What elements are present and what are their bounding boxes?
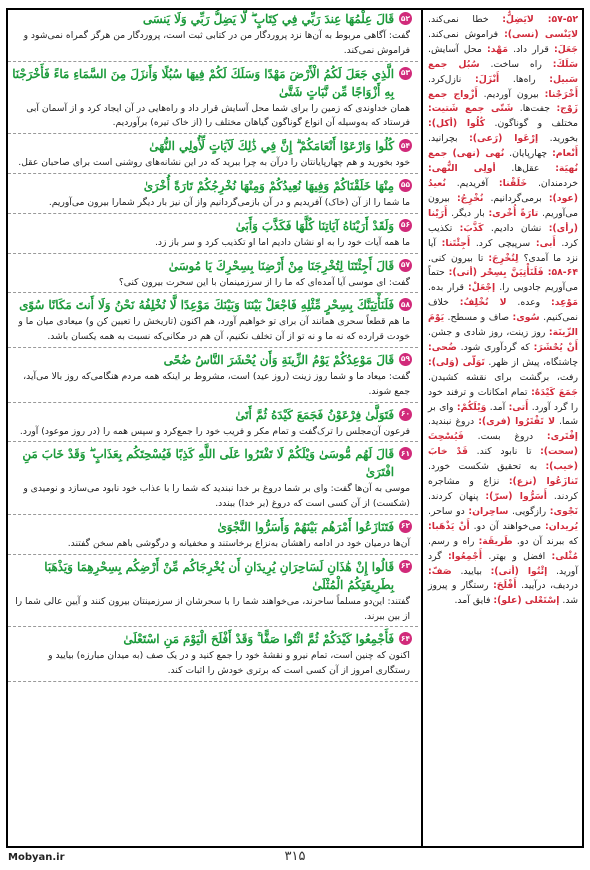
glossary-term: خَلَقْنا: (498, 177, 528, 189)
glossary-term: أَنْعام: (552, 148, 579, 160)
glossary-entry (428, 416, 555, 427)
glossary-definition: تمام امکانات و ترفند خود را گرد آورد. (428, 386, 578, 413)
verse-number-badge: ۵۳ (399, 67, 412, 80)
glossary-definition: برمی‌گردانیم. (483, 192, 549, 204)
glossary-definition: که گردآوری شود. (456, 341, 534, 353)
verse-translation: ما هم قطعاً سحری همانند آن برای تو خواهیم آورد، هم اکنون (تاریخش را تعیین کن و) میعادی میان ما و خودت قرارده که نه ما و نه تو از آن تخلف نکنیم، آن هم در مکانی‌که نسبت به همه یکسان باشد. (8, 314, 418, 348)
verse-translation: ما شما را از آن (خاک) آفریدیم و در آن بازمی‌گردانیم واز آن نیز بار دیگر شمارا بیرون می‌آوریم. (8, 195, 418, 214)
glossary-entry (428, 29, 578, 40)
glossary-definition: بار دیگر. (447, 207, 489, 219)
glossary-entry (428, 282, 495, 293)
glossary-term: ساحِران: (468, 505, 509, 517)
glossary-definition: محل آسایش. (428, 43, 487, 55)
glossary-entry (428, 74, 499, 85)
verse-arabic-text: قَالُوا إِنْ هَٰذَانِ لَسَاحِرَانِ يُرِيدَانِ أَن يُخْرِجَاكُم مِّنْ أَرْضِكُم بِسِحْرِهِمَا وَيَذْهَبَا بِطَرِيقَتِكُمُ الْمُثْلَىٰ (44, 559, 394, 592)
glossary-definition: دردیف، درآیید. (516, 580, 578, 592)
page-number: ۳۱۵ (284, 849, 306, 864)
verse-arabic (8, 630, 418, 648)
verse-number-badge: ۵۴ (399, 139, 412, 152)
glossary-definition: چاشتگاه، پیش از ظهر. (484, 356, 578, 368)
glossary-definition: مختلف و گوناگون. (485, 118, 578, 130)
verse-translation: همان خداوندی که زمین را برای شما محل آسایش قرار داد و راه‌هایی در آن ایجاد کرد و از آسمان آبی فرستاد که به‌وسیله آن انواع گوناگون گیاهان مختلف را (از خاک تیره) برآوردیم. (8, 101, 418, 135)
glossary-term: یُریدان: (545, 520, 578, 532)
glossary-term: نُعیدُ (عود): (428, 177, 579, 204)
site-watermark: Mobyan.ir (8, 852, 65, 863)
glossary-definition: فایق آمد. (454, 595, 494, 607)
glossary-header: ۵۷-۵۲: (533, 14, 578, 25)
verse-arabic (8, 445, 418, 481)
verse-arabic (8, 10, 418, 28)
glossary-term: لایَنْسی (نسی): (504, 28, 578, 40)
glossary-entry (470, 521, 578, 532)
glossary-term: جَعَلَ: (554, 43, 578, 55)
glossary (423, 10, 584, 609)
glossary-term: یَوْمَ الزّینَة: (428, 312, 578, 339)
verse-translation: اکنون که چنین است، تمام نیرو و نقشهٔ خود را جمع کنید و در یک صف (به میدان مبارزه) بیایید و رستگاری امروز از آن کسی است که برتری خودش را اثبات کند. (8, 648, 418, 682)
glossary-entry (428, 506, 508, 517)
glossary-definition: بیرون آوردیم. (477, 88, 545, 100)
glossary-term: شَتّی جمع شَتیت: (428, 103, 514, 115)
glossary-definition: آیا نزد ما آمدی؟ (428, 237, 578, 264)
glossary-entry (454, 595, 559, 606)
glossary-entry (507, 297, 578, 308)
glossary-term: إفْتَری: (546, 431, 578, 443)
glossary-definition: روز زینت، روز شادی و جشن. (428, 327, 549, 339)
glossary-definition: قرار بده. (428, 282, 469, 294)
verse-translation: ما همه آیات خود را به او نشان دادیم اما او تکذیب کرد و سر باز زد. (8, 235, 418, 254)
glossary-entry (508, 44, 578, 55)
glossary-term: کَذَّبَ: (459, 222, 484, 234)
verse-arabic-text: فَلَنَأْتِيَنَّكَ بِسِحْرٍ مِّثْلِهِ فَاجْعَلْ بَيْنَنَا وَبَيْنَكَ مَوْعِدًا لَّا نُخْلِفُهُ نَحْنُ وَلَا أَنتَ مَكَانًا سُوًى (19, 298, 394, 313)
verse-number-badge: ۵۶ (399, 219, 412, 232)
verse-number-badge: ۵۲ (399, 12, 412, 25)
glossary-definition: تکذیب کرد. (428, 222, 578, 249)
verse-arabic-text: كُلُوا وَارْعَوْا أَنْعَامَكُمْ ۗ إِنَّ فِي ذَٰلِكَ لَآيَاتٍ لِّأُولِي النُّهَىٰ (149, 139, 394, 154)
verse-translation: فرعون آن‌مجلس را ترک‌گفت و تمام مکر و فریب خود را جمع‌کرد و سپس همه را (در روز موعود) آورد. (8, 424, 418, 443)
glossary-term: أَبی: (535, 237, 556, 249)
verse-arabic-text: قَالَ عِلْمُهَا عِندَ رَبِّي فِي كِتَابٍ ۖ لَّا يَضِلُّ رَبِّي وَلَا يَنسَى (142, 12, 394, 26)
glossary-definition: دروغ بست. (463, 431, 547, 443)
glossary-definition: به تحقیق شکست خورد. (428, 461, 546, 473)
glossary-term: لایَضِلُّ: (502, 14, 534, 25)
glossary-entry (504, 148, 578, 159)
glossary-entry (486, 402, 528, 413)
glossary-definition: چهارپایان. (504, 148, 553, 160)
glossary-definition: عقل‌ها. (495, 163, 556, 175)
glossary-definition: وعده. (506, 297, 551, 309)
glossary-term: أَجِئْتَنا: (441, 237, 471, 249)
glossary-term: أَخْرَجْنا: (544, 88, 578, 100)
glossary-definition: بخورید. (538, 133, 578, 145)
glossary-term: أَزْواج جمع زَوْج: (428, 88, 578, 115)
glossary-definition: راه‌ها. (499, 73, 550, 85)
glossary-definition: نشان دادیم. (483, 222, 549, 234)
glossary-term: سُوی: (512, 312, 540, 324)
glossary-entry (447, 208, 538, 219)
glossary-definition: خطا نمی‌کند. (428, 14, 503, 25)
glossary-term: سُبُل جمع سَبیل: (428, 58, 578, 85)
glossary-definition: وای بر شما. (428, 401, 578, 428)
glossary-definition: بیایید. (451, 565, 491, 577)
glossary-definition: پنهان کردند. (428, 491, 486, 502)
glossary-term: سَلَكَ: (552, 58, 578, 70)
glossary-entry (470, 238, 556, 249)
verse-number-badge: ۵۵ (399, 179, 412, 192)
glossary-term: قَدْ خابَ (خیب): (428, 446, 578, 473)
glossary-definition: رازگویی. (508, 505, 550, 517)
glossary-term: أَسَرُّوا (سرّ): (485, 491, 547, 502)
glossary-definition: جفت‌ها. (513, 103, 557, 115)
glossary-term: أَنْ یُحْشَرَ: (533, 341, 578, 353)
glossary-definition: راه ساخت. (479, 58, 553, 70)
verse-arabic (8, 177, 418, 195)
verse-translation: گفت: ای موسی آیا آمده‌ای که ما را از سرزمینمان با این سحرت بیرون کنی؟ (8, 275, 418, 294)
glossary-definition: خردمندان. (527, 177, 578, 189)
verse-number-badge: ۵۹ (399, 353, 412, 366)
glossary-entry (478, 89, 578, 100)
verse-arabic (8, 518, 418, 536)
verse-number-badge: ۶۳ (399, 560, 412, 573)
glossary-term: إئْتُوا (أتی): (490, 565, 548, 577)
glossary-definition: گرد آورید. (428, 550, 578, 577)
glossary-definition: دروغ نبندید. (428, 416, 479, 428)
glossary-term: إرْعَوا (رَعی): (469, 133, 539, 145)
glossary-term: أَنْزَلَ: (475, 73, 500, 85)
verse-translation: گفت: آگاهی مربوط به آن‌ها نزد پروردگار من در کتابی ثبت است، پروردگار من هرگز گمراه نمی‌شود و فراموش نمی‌کند. (8, 28, 418, 62)
glossary-definition: راه و رسم. (428, 535, 479, 547)
glossary-entry (428, 14, 534, 25)
verse-arabic-text: وَلَقَدْ أَرَيْنَاهُ آيَاتِنَا كُلَّهَا فَكَذَّبَ وَأَبَىٰ (235, 218, 394, 233)
verse-number-badge: ۶۰ (399, 408, 412, 421)
glossary-definition: تا بیرون کنی. (428, 252, 489, 264)
verse-translation: موسی به آن‌ها گفت: وای بر شما دروغ بر خدا نبندید که شما را با عذاب خود نابود می‌سازد و نومیدی و (شکست) از آن کسی است که دروغ (بر خدا) ببندد. (8, 481, 418, 515)
glossary-term: أولِی النُّهی: (428, 163, 496, 175)
verse-translation: خود بخورید و هم چهارپایانتان را درآن به چرا ببرید که در این نشانه‌های روشنی است برای صاحبان عقل. (8, 155, 418, 174)
glossary-entry (457, 342, 578, 353)
verse-arabic-text: قَالَ مَوْعِدُكُمْ يَوْمُ الزِّينَةِ وَأَن يُحْشَرَ النَّاسُ ضُحًى (163, 352, 394, 367)
verse-number-badge: ۵۷ (399, 259, 412, 272)
verse-number-badge: ۶۲ (399, 520, 412, 533)
glossary-definition: که ببرند آن دو. (512, 535, 578, 547)
glossary-entry (428, 133, 538, 144)
glossary-definition: حتماً می‌آوریم جادویی را. (428, 267, 578, 294)
verse-column (8, 10, 418, 846)
glossary-term: إجْعَلْ: (468, 282, 496, 294)
verse-number-badge: ۶۴ (399, 632, 412, 645)
glossary-entry (444, 312, 540, 323)
verse-arabic (8, 351, 418, 369)
verse-arabic (8, 406, 418, 424)
glossary-term: أَرَیْنا (رأی): (428, 207, 578, 234)
glossary-entry (446, 178, 527, 189)
glossary-entry (428, 44, 508, 55)
glossary-term: وَیْلَکُمْ: (456, 401, 487, 413)
verse-arabic (8, 257, 418, 275)
glossary-term: لا نُخْلِفُ: (459, 297, 507, 309)
verse-arabic (8, 65, 418, 101)
glossary-term: أَفْلَحَ: (493, 580, 517, 592)
glossary-definition: رستگار و پیروز شد. (428, 580, 578, 607)
glossary-term: أَجْمِعُوا: (447, 550, 483, 562)
glossary-definition: افضل و بهتر. (482, 550, 552, 562)
glossary-term: نُهی (نهی) جمع نُهیَة: (428, 148, 578, 175)
glossary-term: کُلُوا (أکل): (428, 118, 486, 130)
glossary-definition: آفریدیم. (445, 177, 499, 189)
glossary-term: جَمَعَ کَیْدَهُ: (531, 386, 578, 398)
verse-arabic-text: الَّذِي جَعَلَ لَكُمُ الْأَرْضَ مَهْدًا وَسَلَكَ لَكُمْ فِيهَا سُبُلًا وَأَنزَلَ مِنَ السَّمَاءِ مَاءً فَأَخْرَجْنَا بِهِ أَزْوَاجًا مِّن نَّبَاتٍ شَتَّىٰ (12, 66, 394, 99)
glossary-term: صَفّ: (428, 565, 452, 577)
verse-arabic-text: فَتَنَازَعُوا أَمْرَهُم بَيْنَهُمْ وَأَسَرُّوا النَّجْوَىٰ (217, 519, 394, 534)
verse-translation: آن‌ها درمیان خود در ادامه راهشان به‌نزاع برخاستند و مخفیانه و درگوشی باهم سخن گفتند. (8, 536, 418, 555)
glossary-entry (480, 59, 578, 70)
verse-arabic (8, 296, 418, 314)
glossary-definition: سرپیچی کرد. (470, 237, 536, 249)
verse-list (8, 10, 418, 682)
glossary-term: ضُحی: (428, 341, 457, 353)
glossary-definition: دو ساحر. (428, 505, 469, 517)
glossary-definition: فراموش نمی‌کند. (428, 28, 505, 40)
glossary-term: مَهْد: (487, 43, 508, 55)
glossary-term: مَوْعِد: (550, 297, 579, 309)
glossary-term: أَنْ یَذْهَبا: (428, 520, 470, 532)
glossary-entry (508, 506, 578, 517)
glossary-term: تَنازَعُوا (نزع): (508, 476, 578, 488)
glossary-definition: نازل‌کرد. (428, 73, 475, 85)
glossary-definition: رفت، برگشت برای نقشه کشیدن. (428, 371, 578, 383)
glossary-definition: صاف و مسطح. (444, 312, 513, 324)
glossary-definition: خلاف نمی‌کنیم. (428, 297, 578, 324)
verse-arabic-text: فَأَجْمِعُوا كَيْدَكُمْ ثُمَّ ائْتُوا صَفًّا ۚ وَقَدْ أَفْلَحَ الْيَوْمَ مَنِ اسْتَعْلَىٰ (123, 632, 394, 647)
verse-arabic-text: فَتَوَلَّىٰ فِرْعَوْنُ فَجَمَعَ كَيْدَهُ ثُمَّ أَتَىٰ (235, 407, 394, 422)
verse-arabic (8, 217, 418, 235)
verse-arabic-text: مِنْهَا خَلَقْنَاكُمْ وَفِيهَا نُعِيدُكُمْ وَمِنْهَا نُخْرِجُكُمْ تَارَةً أُخْرَىٰ (143, 178, 394, 193)
verse-number-badge: ۶۱ (399, 447, 412, 460)
glossary-term: مُثْلی: (551, 550, 578, 562)
glossary-term: أَتی: (508, 401, 529, 413)
verse-translation: گفتند: این‌دو مسلماً ساحرند، می‌خواهند شما را با سحرشان از سرزمینتان بیرون کنند و آیین عالی شما را از بین ببرند. (8, 594, 418, 628)
glossary-entry (428, 491, 547, 502)
glossary-term: نُخْرِجُ: (456, 192, 484, 204)
glossary-term: إسْتَعْلی (علو): (493, 595, 560, 607)
glossary-entry (428, 253, 519, 264)
glossary-entry (482, 551, 578, 562)
verse-arabic (8, 137, 418, 155)
glossary-definition: آمد. (486, 401, 509, 413)
glossary-entry (464, 431, 578, 442)
glossary-term: ۶۴-۵۸: فَلَنَأْتِیَنَّ بِسِحْر (أتی): (448, 267, 579, 279)
glossary-definition: قرار داد. (507, 43, 555, 55)
verse-number-badge: ۵۸ (399, 298, 412, 311)
glossary-term: طَریقَة: (478, 535, 513, 547)
glossary-term: لِتُخْرِجَ: (488, 252, 519, 264)
glossary-definition: می‌خواهند آن دو. (469, 520, 546, 532)
glossary-column (421, 10, 584, 846)
glossary-definition: بچرانید. (428, 133, 470, 145)
verse-arabic-text: قَالَ لَهُم مُّوسَىٰ وَيْلَكُمْ لَا تَفْتَرُوا عَلَى اللَّهِ كَذِبًا فَيُسْحِتَكُم بِعَذَابٍ ۖ وَقَدْ خَابَ مَنِ افْتَرَىٰ (22, 447, 394, 480)
verse-arabic (8, 558, 418, 594)
verse-arabic-text: قَالَ أَجِئْتَنَا لِتُخْرِجَنَا مِنْ أَرْضِنَا بِسِحْرِكَ يَا مُوسَىٰ (168, 258, 394, 273)
glossary-definition: تا نابود کند. (467, 446, 541, 458)
glossary-definition: نزاع و مشاجره کردند. (428, 476, 578, 502)
verse-translation: گفت: میعاد ما و شما روز زینت (روز عید) است، مشروط بر اینکه همه مردم هنگامی‌که روز بالا می‌آید، جمع شوند. (8, 369, 418, 403)
glossary-term: تَوَلّی (وَلی): (428, 356, 485, 368)
glossary-term: لا تَفْتَرُوا (فری): (478, 416, 556, 428)
glossary-term: تارَةً أُخْری: (488, 207, 539, 219)
glossary-term: نَجْوی: (549, 505, 579, 517)
glossary-entry (452, 566, 548, 577)
glossary-term: فَیُسْحِتَ (سحت): (428, 431, 578, 458)
glossary-definition: بیرون می‌آوریم. (428, 192, 578, 219)
glossary-entry (428, 536, 513, 547)
